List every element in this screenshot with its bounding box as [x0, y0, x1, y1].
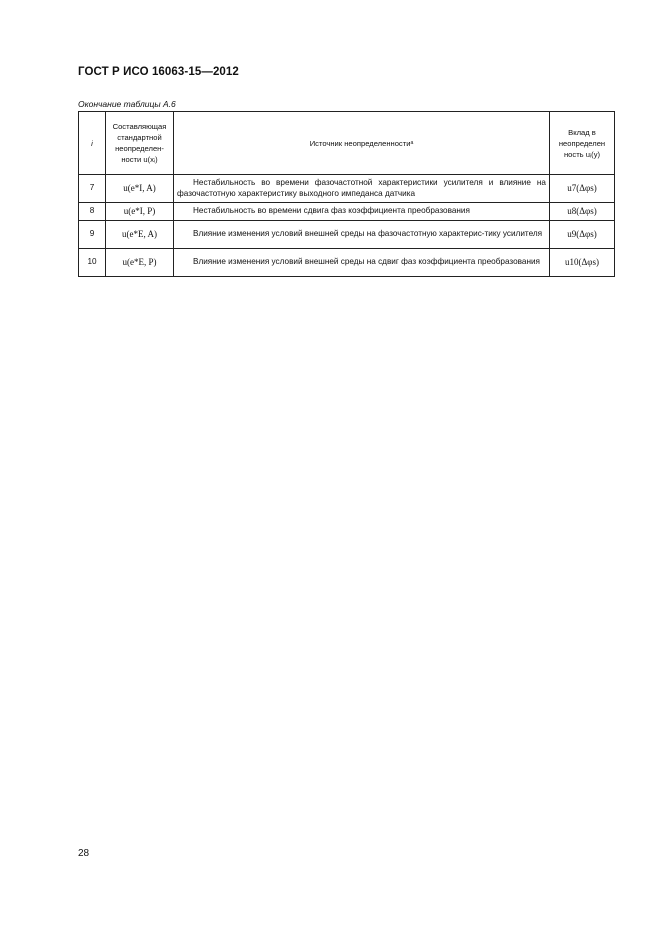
page-number: 28: [78, 848, 90, 859]
source-text: Нестабильность во времени сдвига фаз коэффициента преобразования: [193, 206, 470, 216]
cell-contribution: u8(Δφs): [550, 203, 615, 221]
table-row: [79, 203, 615, 221]
cell-index: 10: [79, 249, 106, 277]
col-header-component: Составляющая стандартной неопределен-ности u(xᵢ): [106, 112, 174, 175]
table-row: [79, 175, 615, 203]
cell-source: [174, 175, 550, 203]
table-caption: Окончание таблицы А.6: [78, 99, 176, 109]
table-header-row: [79, 112, 615, 175]
cell-component: u(e*I, P): [106, 203, 174, 221]
cell-index: 7: [79, 175, 106, 203]
cell-index: 8: [79, 203, 106, 221]
cell-index: 9: [79, 221, 106, 249]
col-header-i: i: [79, 112, 106, 175]
cell-contribution: u7(Δφs): [550, 175, 615, 203]
cell-source: [174, 221, 550, 249]
cell-contribution: u9(Δφs): [550, 221, 615, 249]
source-text: Влияние изменения условий внешней среды на фазочастотную характерис-тику усилителя: [193, 229, 543, 239]
col-header-source: Источник неопределенностиᵃ: [174, 112, 550, 175]
cell-component: u(e*E, P): [106, 249, 174, 277]
uncertainty-table: [78, 111, 615, 277]
source-text: Нестабильность во времени фазочастотной характеристики усилителя и влияние на фазочастотную характеристику выходного импеданса датчика: [177, 178, 546, 198]
table-row: [79, 249, 615, 277]
document-header: ГОСТ Р ИСО 16063-15—2012: [78, 66, 239, 78]
cell-component: u(e*E, A): [106, 221, 174, 249]
cell-source: [174, 203, 550, 221]
col-header-contribution: Вклад в неопределен ность uᵢ(y): [550, 112, 615, 175]
cell-contribution: u10(Δφs): [550, 249, 615, 277]
source-text: Влияние изменения условий внешней среды на сдвиг фаз коэффициента преобразования: [193, 257, 540, 267]
cell-source: [174, 249, 550, 277]
cell-component: u(e*I, A): [106, 175, 174, 203]
table-row: [79, 221, 615, 249]
